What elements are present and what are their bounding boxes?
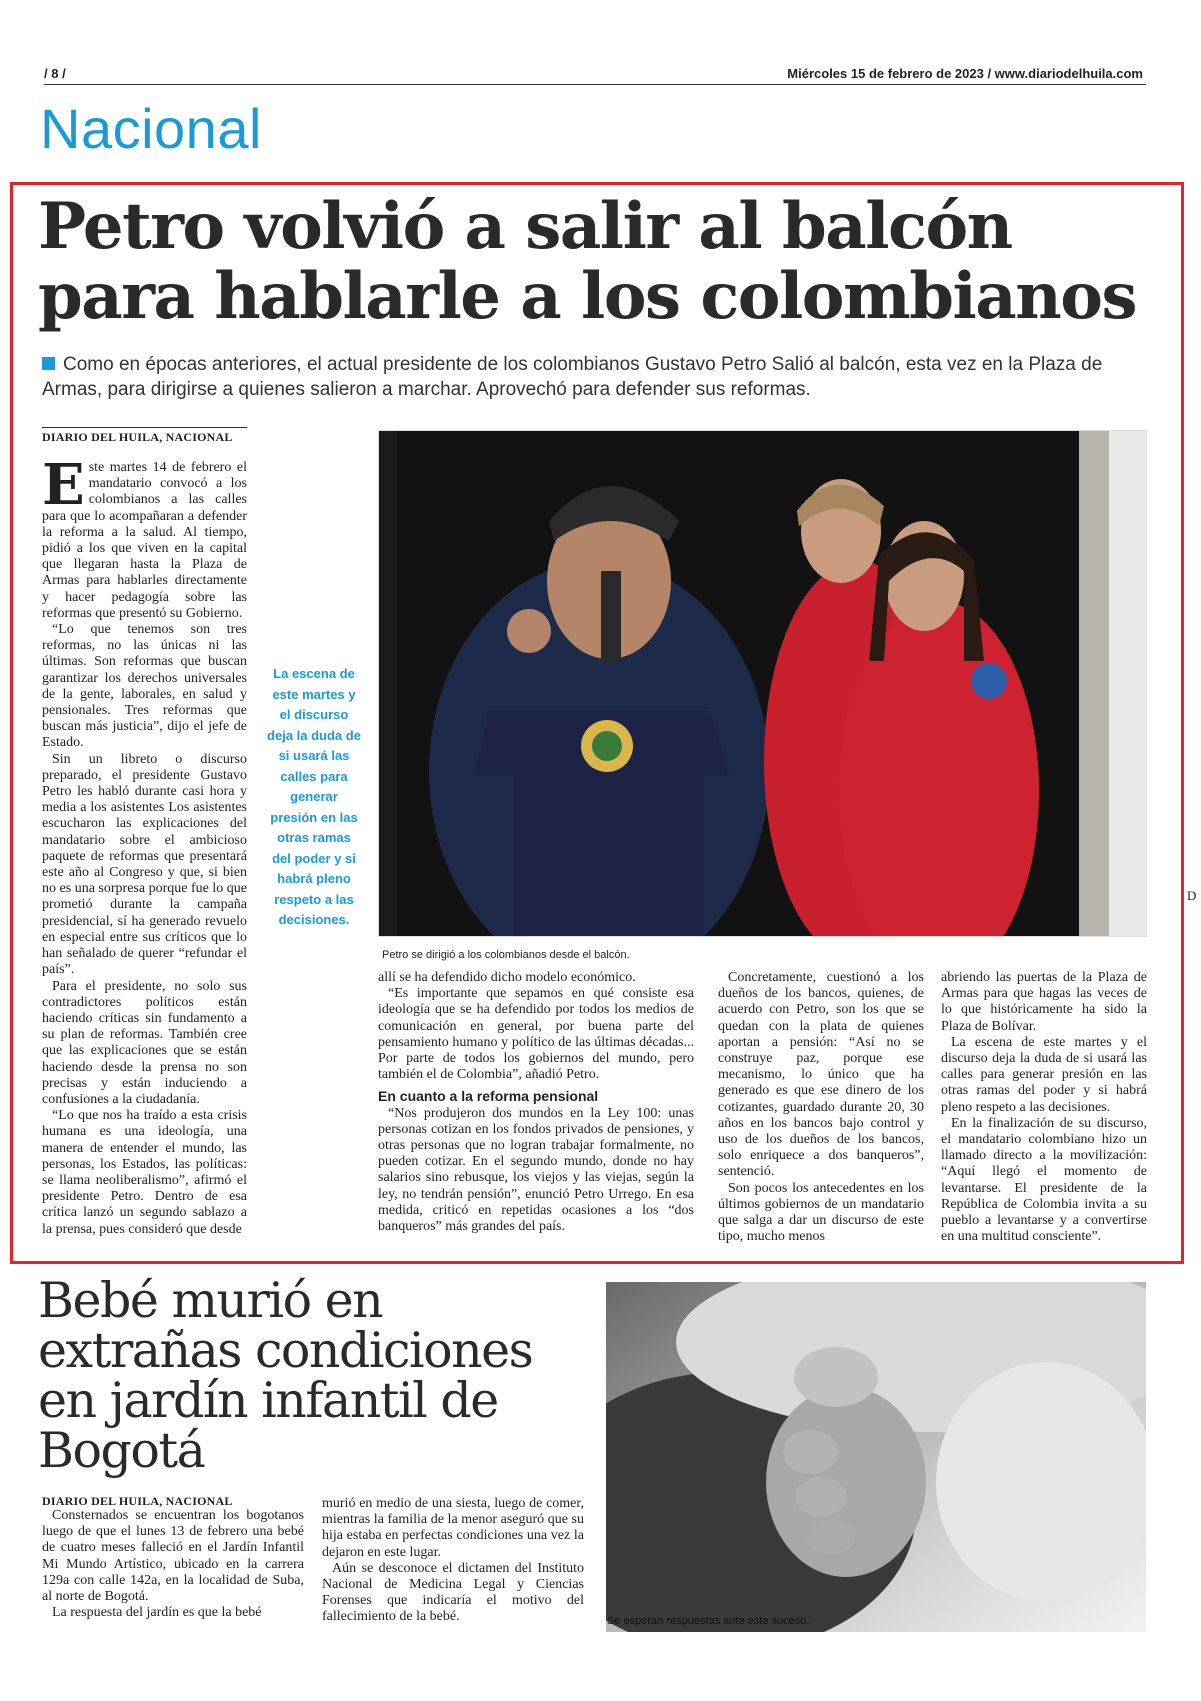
drop-cap: E: [42, 452, 85, 518]
lede-bullet-icon: [42, 357, 55, 370]
paragraph: “Lo que tenemos son tres reformas, no las únicas ni las últimas. Son reformas que buscan garantizar los derechos universales de la gente, laborales, en salud y pensionales. Tres reformas que buscan más justicia”, dijo el jefe de Estado.: [42, 622, 247, 751]
main-column-4: [941, 970, 1147, 1245]
lede-text: Como en épocas anteriores, el actual presidente de los colombianos Gustavo Petro Salió al balcón, esta vez en la Plaza de Armas, para dirigirse a quienes salieron a marchar. Aprovechó para defender sus reformas.: [42, 354, 1103, 400]
main-column-3: [718, 970, 924, 1245]
balcony-photo-image: [379, 431, 1146, 936]
dateline: Miércoles 15 de febrero de 2023 / www.diariodelhuila.com: [787, 66, 1143, 81]
paragraph: Concretamente, cuestionó a los dueños de los bancos, quienes, de acuerdo con Petro, son los que se quedan con la plata de quienes aportan a pensión: “Así no se construye paz, porque ese mecanismo, lo único que ha generado es que ese dinero de los cotizantes, guardado durante 20, 30 años en los bancos bajo control y uso de los dueños de los bancos, solo enriquece a dos banqueros”, sentenció.: [718, 970, 924, 1180]
header-rule: [44, 84, 1146, 85]
main-headline: Petro volvió a salir al balcón para hablarle a los colombianos: [38, 189, 1136, 334]
paragraph: abriendo las puertas de la Plaza de Armas para que hagas las veces de lo que históricamente ha sido la Plaza de Bolívar.: [941, 970, 1147, 1034]
paragraph: ste martes 14 de febrero el mandatario convocó a los colombianos a las calles para que lo acompañaran a defender la reforma a la salud. Al tiempo, pidió a los que viven en la capital que llegaran hasta la Plaza de Armas para hablarles directamente y hacer pedagogía sobre las reformas que presentó su Gobierno.: [42, 460, 247, 621]
paragraph: allí se ha defendido dicho modelo económico.: [378, 970, 636, 985]
paragraph: La escena de este martes y el discurso deja la duda de si usará las calles para generar presión en las otras ramas del poder y si habrá pleno respeto a las decisiones.: [941, 1034, 1147, 1115]
second-byline: DIARIO DEL HUILA, NACIONAL: [42, 1494, 233, 1508]
paragraph: La respuesta del jardín es que la bebé: [52, 1605, 262, 1621]
main-column-2: [378, 970, 694, 1235]
main-byline: DIARIO DEL HUILA, NACIONAL: [42, 427, 247, 445]
paragraph: “Nos produjeron dos mundos en la Ley 100: unas personas cotizan en los fondos privados de pensiones, y otras personas que no logran trabajar formalmente, no pueden cotizar. En el segundo mundo, donde no hay salarios sino rebusque, los viejos y las viejas, según la ley, no tendrán pensión”, enunció Petro Urrego. En esa medida, criticó en repetidas ocasiones a los “dos banqueros” más grandes del país.: [378, 1105, 694, 1235]
second-headline: Bebé murió en extrañas condiciones en jardín infantil de Bogotá: [38, 1272, 533, 1479]
second-column-1: [42, 1508, 304, 1621]
paragraph: Son pocos los antecedentes en los últimos gobiernos de un mandatario que salga a dar un discurso de este tipo, mucho menos: [718, 1180, 924, 1245]
second-column-2: [322, 1496, 584, 1626]
paragraph: Consternados se encuentran los bogotanos luego de que el lunes 13 de febrero una bebé de cuatro meses falleció en el Jardín Infantil Mi Mundo Artístico, ubicado en la carrera 129a con calle 142a, en la localidad de Suba, al norte de Bogotá.: [42, 1508, 304, 1605]
main-lede: [42, 352, 1162, 402]
paragraph: Aún se desconoce el dictamen del Instituto Nacional de Medicina Legal y Ciencias Forenses que indicaría el motivo del fallecimiento de la bebé.: [322, 1560, 584, 1625]
baby-feet-photo: [606, 1282, 1146, 1632]
paragraph: Sin un libreto o discurso preparado, el presidente Gustavo Petro les habló durante casi hora y media a los asistentes Los asistentes escucharon las explicaciones del mandatario sobre el ambicioso paquete de reformas que presentará este año al Congreso y que, si bien no es una sorpresa porque fue lo que prometió durante la campaña presidencial, sí ha generado revuelo en especial entre sus críticos que lo han señalado de querer “refundar el país”.: [42, 751, 247, 978]
main-column-1: [42, 452, 247, 1238]
photo-caption: Petro se dirigió a los colombianos desde el balcón.: [382, 949, 630, 961]
page-number: / 8 /: [44, 66, 66, 81]
balcony-photo: [378, 430, 1147, 937]
pull-quote: La escena de este martes y el discurso deja la duda de si usará las calles para generar presión en las otras ramas del poder y si habrá pleno respeto a las decisiones.: [267, 666, 361, 927]
gutter-mark: D: [1187, 888, 1197, 903]
section-title: Nacional: [40, 97, 262, 160]
baby-feet-photo-image: [606, 1282, 1146, 1632]
paragraph: “Es importante que sepamos en qué consiste esa ideología que se ha defendido por todos los medios de comunicación en general, por buena parte del pensamiento humano y político de las últimas décadas... Por parte de todos los gobiernos del mundo, pero también el de Colombia”, añadió Petro.: [378, 986, 694, 1083]
second-photo-caption: Se esperan respuestas ante este suceso.: [607, 1615, 810, 1627]
subheading: En cuanto a la reforma pensional: [378, 1088, 599, 1105]
paragraph: En la finalización de su discurso, el mandatario colombiano hizo un llamado directo a la movilización: “Aquí llegó el momento de levantarse. El presidente de la República de Colombia invita a su pueblo a levantarse y a convertirse en una multitud consciente”.: [941, 1115, 1147, 1245]
paragraph: “Lo que nos ha traído a esta crisis humana es una ideología, una manera de entender el mundo, las personas, los Estados, las políticas: se llama neoliberalismo”, afirmó el presidente Petro. Dentro de esa crítica lanzó un segundo sablazo a la prensa, pues consideró que desde: [42, 1108, 247, 1237]
paragraph: murió en medio de una siesta, luego de comer, mientras la familia de la menor aseguró que su hija estaba en perfectas condiciones una vez la dejaron en este lugar.: [322, 1496, 584, 1560]
paragraph: Para el presidente, no solo sus contradictores políticos están haciendo críticas sin fundamento a su plan de reformas. También cree que las explicaciones que se están haciendo desde la prensa no son precisas y están induciendo a confusiones a la ciudadanía.: [42, 978, 247, 1107]
